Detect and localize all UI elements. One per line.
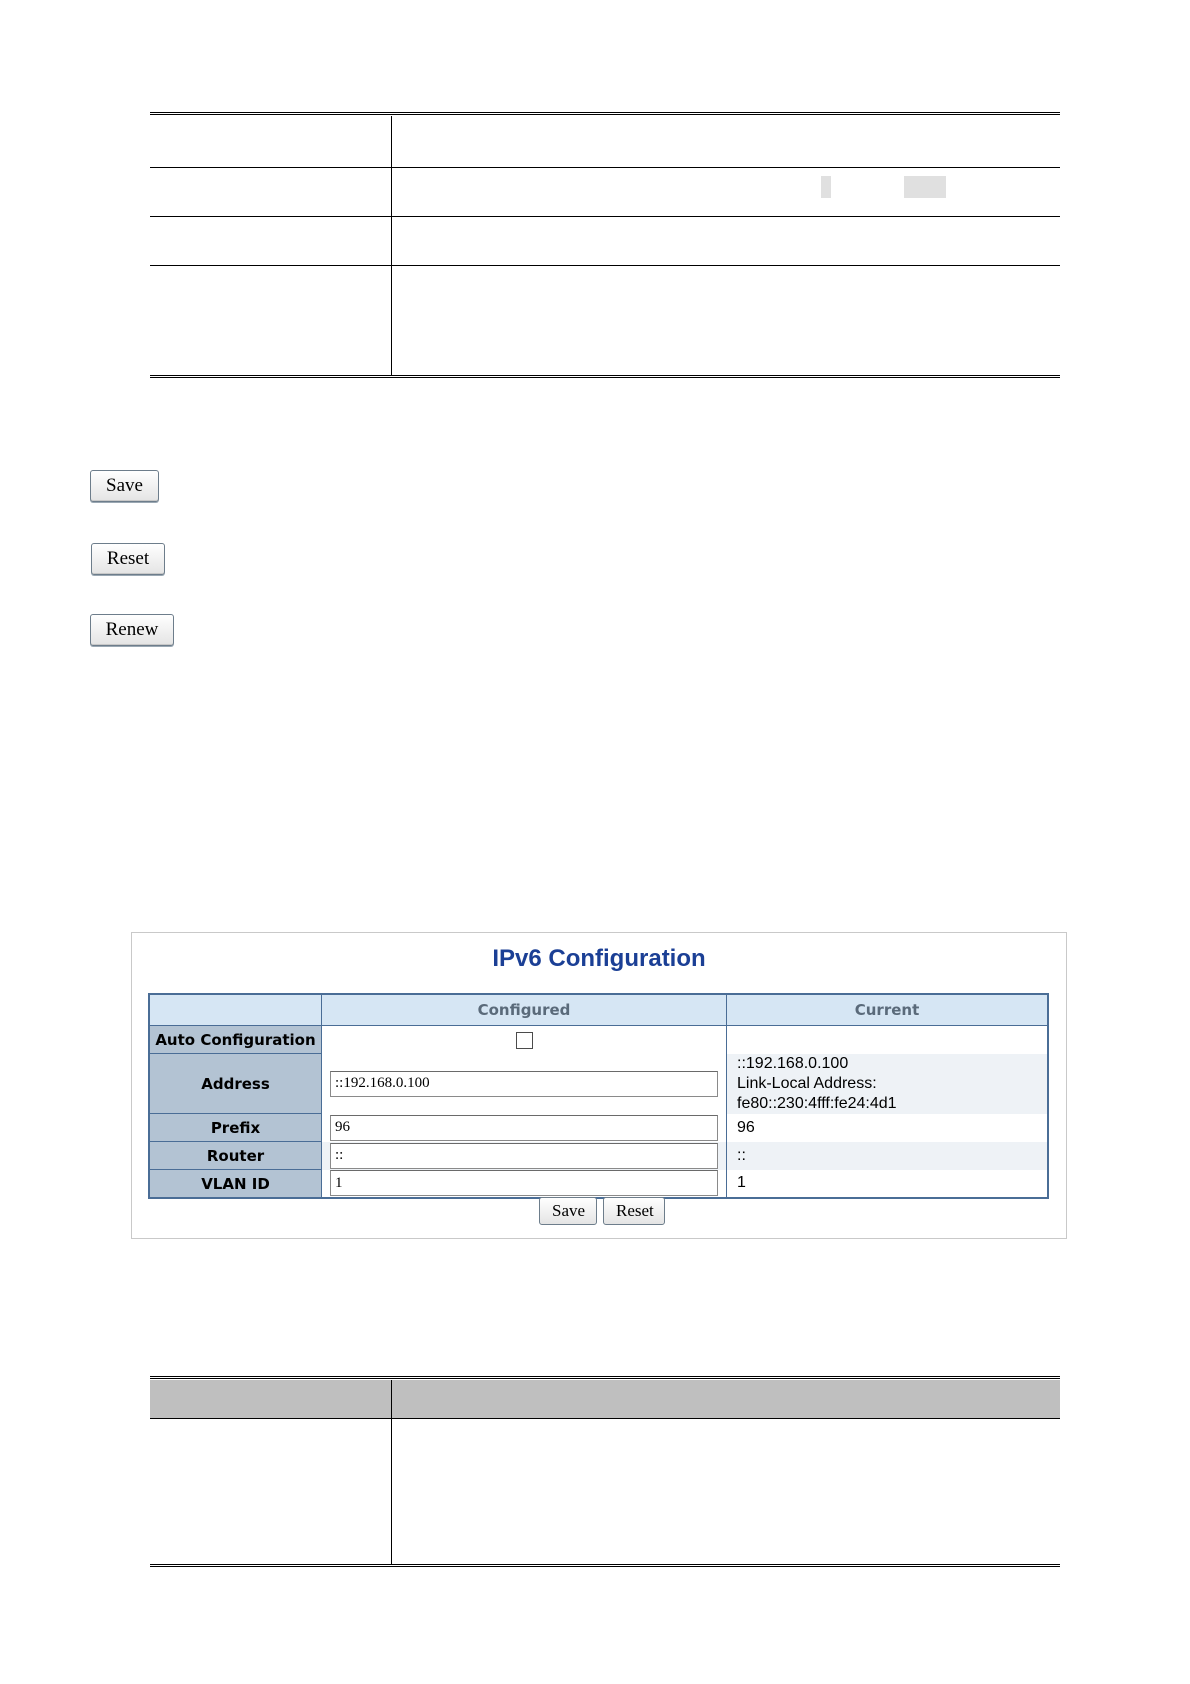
vlan-id-row (149, 1170, 1048, 1199)
ipv6-config-table (148, 993, 1049, 1199)
prefix-cell (322, 1114, 727, 1142)
bottom-table-top-rule (150, 1376, 1060, 1379)
vlan-id-label: VLAN ID (149, 1170, 322, 1199)
highlight-mark (904, 176, 946, 198)
address-input[interactable] (330, 1071, 718, 1097)
table-row (150, 1418, 1060, 1564)
header-row (149, 994, 1048, 1026)
link-local-address: Link-Local Address: fe80::230:4fff:fe24:4d1 (737, 1074, 897, 1112)
bottom-table-bottom-rule (150, 1564, 1060, 1567)
header-configured: Configured (322, 994, 727, 1026)
vlan-id-cell (322, 1170, 727, 1199)
panel-reset-button[interactable]: Reset (603, 1197, 665, 1225)
table-cell (392, 216, 1061, 265)
table-cell (392, 116, 1061, 167)
table-header-row (150, 1380, 1060, 1418)
address-current (727, 1054, 1049, 1114)
address-cell (322, 1054, 727, 1114)
router-input[interactable] (330, 1143, 718, 1169)
auto-configuration-row (149, 1026, 1048, 1054)
table-cell (150, 216, 392, 265)
table-header-cell (150, 1380, 392, 1418)
table-cell (392, 167, 1061, 216)
ipv6-configuration-panel (131, 932, 1067, 1239)
header-current: Current (727, 994, 1049, 1026)
table-cell (150, 167, 392, 216)
router-row (149, 1142, 1048, 1170)
prefix-current: 96 (737, 1118, 755, 1136)
header-blank (149, 994, 322, 1026)
address-current-value: ::192.168.0.100 (737, 1054, 849, 1072)
top-table-bottom-rule (150, 375, 1060, 378)
table-cell (392, 1418, 1061, 1564)
vlan-id-input[interactable] (330, 1170, 718, 1196)
reset-button[interactable]: Reset (91, 543, 165, 575)
address-label: Address (149, 1054, 322, 1114)
table-row (150, 167, 1060, 216)
table-row (150, 216, 1060, 265)
table-cell (392, 265, 1061, 376)
top-table-top-rule (150, 112, 1060, 115)
auto-configuration-current (727, 1026, 1049, 1054)
top-description-table (150, 116, 1060, 376)
address-row (149, 1054, 1048, 1114)
panel-save-button[interactable]: Save (539, 1197, 597, 1225)
save-button[interactable]: Save (90, 470, 159, 502)
renew-button[interactable]: Renew (90, 614, 174, 646)
vlan-id-current: 1 (737, 1174, 746, 1192)
table-row (150, 116, 1060, 167)
auto-configuration-cell (322, 1026, 727, 1054)
router-cell (322, 1142, 727, 1170)
table-cell (150, 265, 392, 376)
highlight-mark (821, 176, 831, 198)
auto-configuration-label: Auto Configuration (149, 1026, 322, 1054)
prefix-row (149, 1114, 1048, 1142)
panel-title: IPv6 Configuration (492, 945, 706, 972)
table-row (150, 265, 1060, 376)
table-cell (150, 116, 392, 167)
prefix-label: Prefix (149, 1114, 322, 1142)
bottom-description-table (150, 1380, 1060, 1564)
table-cell (150, 1418, 392, 1564)
router-current: :: (727, 1142, 1049, 1170)
router-label: Router (149, 1142, 322, 1170)
table-header-cell (392, 1380, 1061, 1418)
prefix-input[interactable] (330, 1115, 718, 1141)
auto-configuration-checkbox[interactable] (516, 1032, 533, 1049)
